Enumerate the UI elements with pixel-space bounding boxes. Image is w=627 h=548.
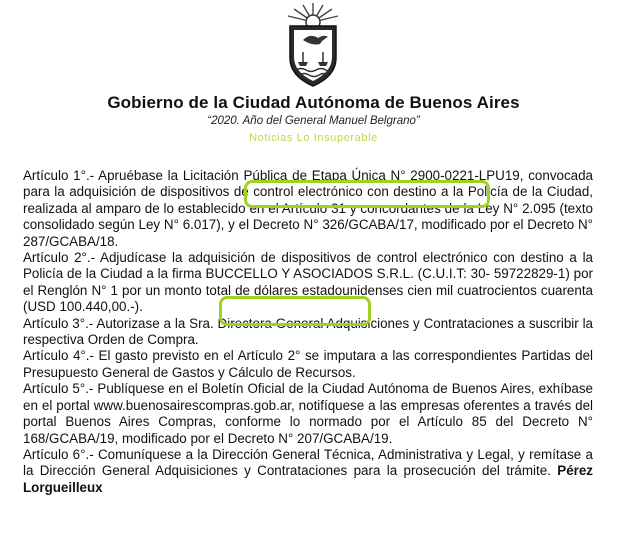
signature: Pérez Lorgueilleux — [23, 463, 593, 495]
article-6-text: Artículo 6°.- Comuníquese a la Dirección General Técnica, Administrativa y Legal, y remítase a la Dirección General Adquisiciones y Contrataciones para la prosecución del trámite. — [23, 446, 593, 479]
coat-of-arms-icon — [268, 0, 358, 90]
article-3: Artículo 3°.- Autorizase a la Sra. Directora General Adquisiciones y Contrataciones a suscribir la respectiva Orden de Compra. — [23, 315, 593, 348]
resolution-body — [23, 168, 593, 496]
highlight-dispositivos — [244, 180, 490, 208]
year-motto: “2020. Año del General Manuel Belgrano” — [207, 115, 420, 127]
government-title: Gobierno de la Ciudad Autónoma de Buenos Aires — [107, 93, 520, 112]
article-6 — [23, 447, 593, 496]
watermark-text: Noticias Lo Insuperable — [249, 132, 378, 144]
article-5: Artículo 5°.- Publíquese en el Boletín Oficial de la Ciudad Autónoma de Buenos Aires, exhíbase en el portal www.buenosairescompras.gob.ar, notifíquese a las empresas oferentes a través del portal Buenos Aires Compras, conforme lo normado por el Artículo 85 del Decreto N° 168/GCABA/19, modificado por el Decreto N° 207/GCABA/19. — [23, 381, 593, 446]
article-1: Artículo 1°.- Apruébase la Licitación Pública de Etapa Única N° 2900-0221-LPU19, convocada para la adquisición de dispositivos de control electrónico con destino a la Policía de la Ciudad, realizada al amparo de lo establecido en el Artículo 31 y concordantes de la Ley N° 2.095 (texto consolidado según Ley N° 6.017), y el Decreto N° 326/GCABA/17, modificado por el Decreto N° 287/GCABA/18. — [23, 168, 593, 249]
highlight-amount — [219, 296, 371, 326]
article-4: Artículo 4°.- El gasto previsto en el Artículo 2° se imputara a las correspondientes Partidas del Presupuesto General de Gastos y Cálculo de Recursos. — [23, 348, 593, 380]
article-2: Artículo 2°.- Adjudícase la adquisición de dispositivos de control electrónico con destino a la Policía de la Ciudad a la firma BUCCELLO Y ASOCIADOS S.R.L. (C.U.I.T: 30- 59722829-1) por el Renglón N° 1 por un monto total de dólares estadounidenses cien mil cuatrocientos cuarenta (USD 100.440,00.-). — [23, 250, 593, 315]
